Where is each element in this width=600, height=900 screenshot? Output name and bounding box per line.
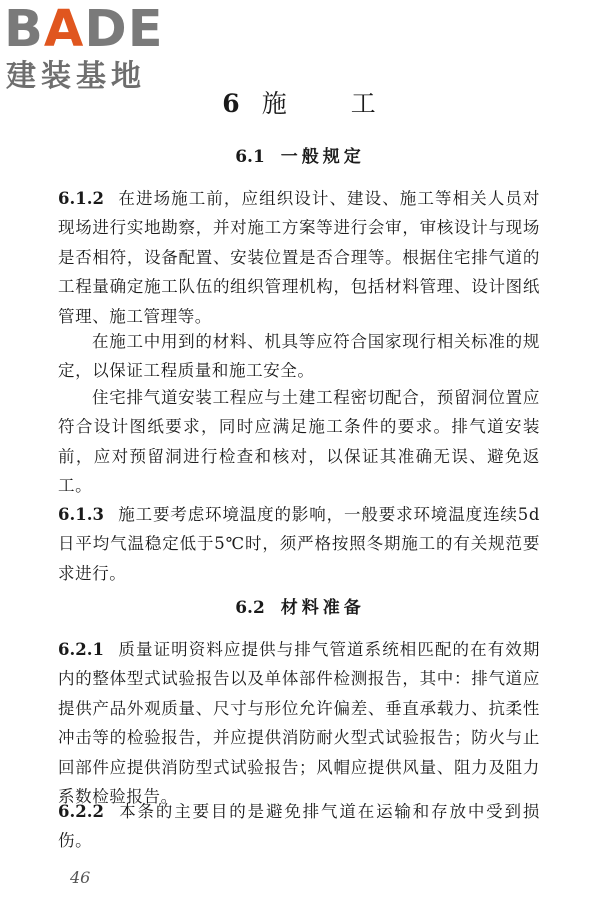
chapter-title bbox=[0, 88, 600, 120]
clause-6-2-2-text: 本条的主要目的是避免排气道在运输和存放中受到损伤。 bbox=[58, 802, 540, 851]
logo-wordmark bbox=[4, 2, 164, 58]
logo-letters-de: DE bbox=[84, 0, 164, 59]
clause-6-2-1-number: 6.2.1 bbox=[58, 640, 104, 659]
clause-6-1-2-paragraph-2: 在施工中用到的材料、机具等应符合国家现行相关标准的规定，以保证工程质量和施工安全。 bbox=[58, 332, 540, 381]
clause-6-1-2-number: 6.1.2 bbox=[58, 189, 104, 208]
logo-letter-a: A bbox=[43, 0, 85, 59]
clause-6-2-1 bbox=[58, 635, 540, 811]
clause-6-2-1-text: 质量证明资料应提供与排气管道系统相匹配的在有效期内的整体型式试验报告以及单体部件检测报告，其中：排气道应提供产品外观质量、尺寸与形位允许偏差、垂直承载力、抗柔性冲击等的检验报告，并应提供消防耐火型式试验报告；防火与止回部件应提供消防型式试验报告；风帽应提供风量、阻力及阻力系数检验报告。 bbox=[58, 640, 540, 807]
section-6-2-title: 材料准备 bbox=[280, 598, 365, 618]
clause-6-1-2-paragraph-3: 住宅排气道安装工程应与土建工程密切配合，预留洞位置应符合设计图纸要求，同时应满足施工条件的要求。排气道安装前，应对预留洞进行检查和核对，以保证其准确无误、避免返工。 bbox=[58, 388, 540, 496]
logo-subtitle: 建装基地 bbox=[6, 59, 146, 94]
bade-logo bbox=[4, 2, 179, 94]
clause-6-1-3-text: 施工要考虑环境温度的影响，一般要求环境温度连续5d日平均气温稳定低于5℃时，须严格按照冬期施工的有关规范要求进行。 bbox=[58, 505, 540, 583]
clause-6-1-3-number: 6.1.3 bbox=[58, 505, 104, 524]
section-6-2-number: 6.2 bbox=[235, 598, 265, 618]
clause-6-1-3 bbox=[58, 500, 540, 588]
chapter-title-char-1: 施 bbox=[261, 89, 289, 118]
chapter-number: 6 bbox=[222, 89, 242, 118]
section-6-1-heading bbox=[0, 146, 600, 168]
section-6-1-title: 一般规定 bbox=[280, 147, 365, 167]
clause-6-1-2 bbox=[58, 184, 540, 331]
page-number: 46 bbox=[70, 868, 91, 887]
section-6-1-number: 6.1 bbox=[235, 147, 265, 167]
logo-letter-b: B bbox=[4, 0, 44, 59]
section-6-2-heading bbox=[0, 597, 600, 619]
clause-6-2-2-number: 6.2.2 bbox=[58, 802, 104, 821]
clause-6-2-2 bbox=[58, 797, 540, 856]
clause-6-1-2-text: 在进场施工前，应组织设计、建设、施工等相关人员对现场进行实地勘察，并对施工方案等进行会审，审核设计与现场是否相符，设备配置、安装位置是否合理等。根据住宅排气道的工程量确定施工队伍的组织管理机构，包括材料管理、设计图纸管理、施工管理等。 bbox=[58, 189, 540, 326]
chapter-title-char-2: 工 bbox=[350, 89, 378, 118]
